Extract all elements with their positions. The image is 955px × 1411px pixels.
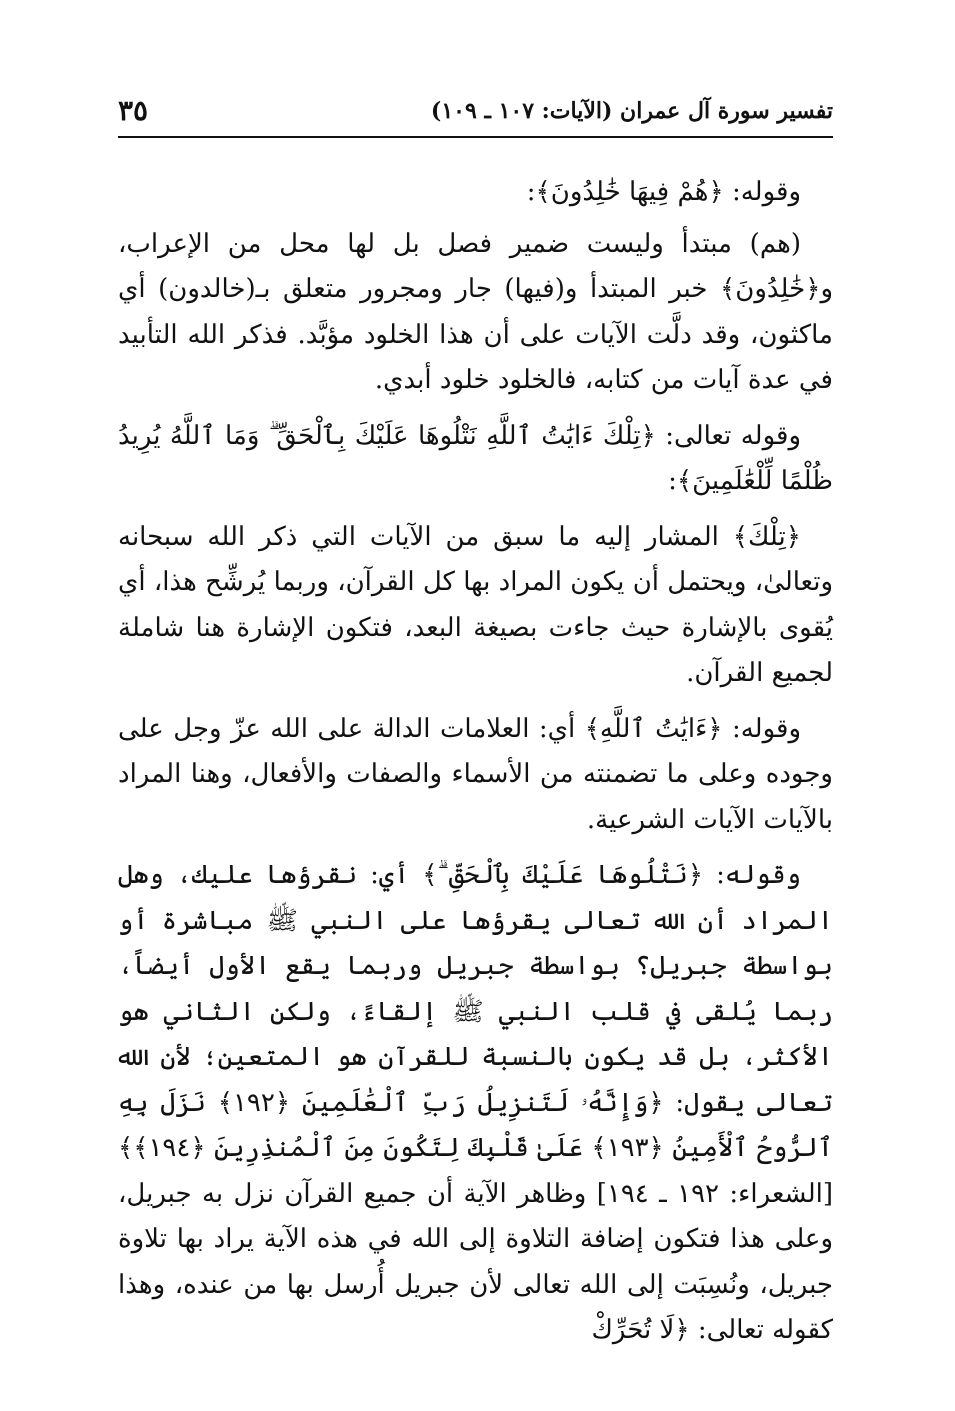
page-body (118, 170, 833, 1364)
paragraph: ﴿تِلْكَ﴾ المشار إليه ما سبق من الآيات التي ذكر الله سبحانه وتعالىٰ، ويحتمل أن يكون المراد بها كل القرآن، وربما يُرشِّح هذا، أي يُقوى بالإشارة حيث جاءت بصيغة البعد، فتكون الإشارة هنا شاملة لجميع القرآن. (118, 521, 833, 688)
paragraph: وقوله تعالى: ﴿تِلْكَ ءَايَٰتُ ٱللَّهِ نَتْلُوهَا عَلَيْكَ بِٱلْحَقِّ ۗ وَمَا ٱللَّهُ يُرِيدُ ظُلْمًا لِّلْعَٰلَمِينَ﴾: (118, 420, 833, 496)
paragraph: (هم) مبتدأ وليست ضمير فصل بل لها محل من الإعراب، و﴿خَٰلِدُونَ﴾ خبر المبتدأ و(فيها) جار ومجرور متعلق بـ(خالدون) أي ماكثون، وقد دلَّت الآيات على أن هذا الخلود مؤبَّد. فذكر الله التأبيد في عدة آيات من كتابه، فالخلود خلود أبدي. (118, 228, 833, 395)
paragraph: وقوله: ﴿هُمْ فِيهَا خَٰلِدُونَ﴾: (526, 177, 801, 207)
running-title: تفسير سورة آل عمران (الآيات: ١٠٧ ـ ١٠٩) (430, 98, 833, 124)
page-header (118, 92, 833, 138)
page-number: ٣٥ (118, 94, 149, 127)
paragraph: وقوله: ﴿ءَايَٰتُ ٱللَّهِ﴾ أي: العلامات الدالة على الله عزّ وجل على وجوده وعلى ما تضمنته من الأسماء والصفات والأفعال، وهنا المراد بالآيات الآيات الشرعية. (118, 713, 833, 835)
paragraph: وقوله: ﴿نَتْلُوهَا عَلَيْكَ بِٱلْحَقِّ ۗ﴾ أي: نقرؤها عليك، وهل المراد أن الله تعالى يقرؤها على النبي ﷺ مباشرة أو بواسطة جبريل؟ بواسطة جبريل وربما يقع الأول أيضاً، ربما يُلقى في قلب النبي ﷺ إلقاءً، ولكن الثاني هو الأكثر، بل قد يكون بالنسبة للقرآن هو المتعين؛ لأن الله تعالى يقول: ﴿وَإِنَّهُۥ لَتَنزِيلُ رَبِّ ٱلْعَٰلَمِينَ ﴿١٩٢﴾ نَزَلَ بِهِ ٱلرُّوحُ ٱلْأَمِينُ ﴿١٩٣﴾ عَلَىٰ قَلْبِكَ لِتَكُونَ مِنَ ٱلْمُنذِرِينَ ﴿١٩٤﴾﴾ [الشعراء: ١٩٢ ـ ١٩٤] وظاهر الآية أن جميع القرآن نزل به جبريل، وعلى هذا فتكون إضافة التلاوة إلى الله في هذه الآية يراد بها تلاوة جبريل، ونُسِبَت إلى الله تعالى لأن جبريل أُرسل بها من عنده، وهذا كقوله تعالى: ﴿لَا تُحَرِّكْ (118, 860, 834, 1345)
